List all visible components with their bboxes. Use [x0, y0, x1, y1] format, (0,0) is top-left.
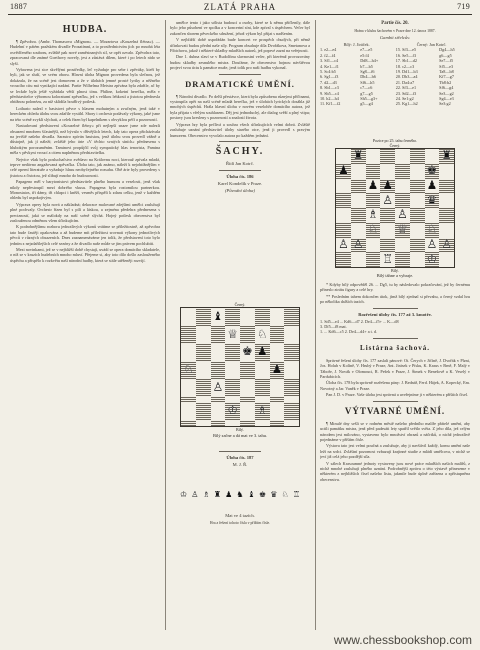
board-square [270, 402, 285, 420]
board-square [366, 149, 381, 164]
move-cell: g6—g5 [439, 52, 452, 58]
chess-editor: Řídí Jan Kotrč. [226, 160, 254, 166]
chess-piece-icon: ♔ [180, 490, 188, 499]
move-cell: Sf6—g4 [439, 85, 454, 91]
board-square [439, 149, 454, 164]
board-square [284, 326, 299, 344]
board-square [425, 179, 440, 194]
board-square [395, 164, 410, 179]
chess-piece-icon: ♖ [382, 252, 393, 266]
move-cell: g5—g4 [360, 101, 373, 107]
board-square [240, 308, 255, 326]
chess-piece-icon: ♚ [258, 490, 267, 499]
move-cell: 4. Ke1—f1 [320, 63, 339, 69]
board-square [336, 238, 351, 253]
move-cell: Dh4—h6 [360, 74, 376, 80]
board-label-white: Bílý. [391, 268, 399, 273]
problem-title: Úloha čís. 186 [226, 173, 254, 179]
position-note: Pozice po 25. tahu černého. [372, 138, 418, 143]
move-cell: Kf7—g7 [439, 74, 454, 80]
board-square [284, 308, 299, 326]
chess-piece-icon: ♟ [271, 362, 283, 377]
move-cell: e5:f4 [360, 52, 369, 58]
chess-piece-icon: ♕ [397, 222, 408, 237]
board-square [410, 164, 425, 179]
move-cell: Sg4—e3 [439, 96, 454, 102]
move-cell: Ta8—b8 [439, 69, 454, 75]
board-square [380, 238, 395, 253]
chess-piece-icon: ♘ [281, 490, 289, 499]
move-cell: 2. f2—f4 [320, 52, 336, 58]
board-square [410, 193, 425, 208]
move-cell: 3. Sf1—c4 [320, 58, 339, 64]
board-square [336, 208, 351, 223]
board-square [425, 252, 440, 267]
board-square [439, 252, 454, 267]
left-column [10, 20, 160, 632]
move-cell: Dd8—h4+ [360, 58, 379, 64]
board-square [366, 238, 381, 253]
board-square [380, 193, 395, 208]
board-label-black: Černý. [234, 302, 246, 307]
board-square [270, 308, 285, 326]
divider [373, 401, 418, 402]
chess-piece-icon: ♛ [426, 193, 438, 207]
player-white: Bílý: J. Jiráček. [343, 42, 370, 47]
paragraph: ¶ Národní divadlo. Po delší přestávce, která byla způsobena různými příčinami, vystoupila opět na naší scéně mladá herečka, jež v úlohách lyrických dosáhla již mnohých úspěchů. Hrála hlavní úlohu v novém veselohře domácího autora, jež byla přijata s vřelým souhlasem. Děj jest jednoduchý, ale dialog svěží a plný vtipu; postavy jsou kresleny s pozorností a znalostí života. [170, 93, 310, 121]
paragraph: V sálech Krasoumné jednoty vystaveny jsou nové práce mladších našich malířů, z nichž mnohé zasluhují plného uznání. Podrobnější zprávu o této výstavě přineseme v některém z nejbližších čísel našeho listu, jakmile bude úplně zařízena a zpřístupněna obecenstvu. [320, 460, 470, 482]
board-square [336, 223, 351, 238]
problem-author: Karel Kondelík v Praze. [217, 180, 263, 186]
board-square [351, 238, 366, 253]
board-square [196, 402, 211, 420]
board-square [380, 223, 395, 238]
board-square [410, 252, 425, 267]
section-title-chess: ŠACHY. [215, 145, 265, 157]
board-square [255, 308, 270, 326]
chess-piece-icon: ♔ [426, 252, 438, 266]
chess-piece-icon: ♛ [270, 490, 278, 499]
chess-piece-icon: ♔ [227, 403, 238, 418]
move-cell: b7—b5 [360, 63, 373, 69]
board-square [395, 179, 410, 194]
move-cell: 9. Sb5—c4 [320, 90, 339, 96]
move-cell: Se7—f5 [439, 58, 454, 64]
board-square [240, 326, 255, 344]
board-square [225, 343, 240, 361]
chess-piece-icon: ♙ [352, 237, 364, 251]
board-square [211, 420, 226, 426]
board-square [225, 308, 240, 326]
board-square [366, 208, 381, 223]
moves-table [320, 47, 470, 106]
header-title: ZLATÁ PRAHA [203, 2, 277, 12]
board-square [395, 193, 410, 208]
paragraph: Nejvíce však bylo posluchačstvo zvědavo na Královnu noci, kterouž zpívala mladá, teprve nedávno angažovaná zpěvačka. Úloha tato, jak známo, náleží k nejobtížnějším v celé operní literatuře a vyžaduje hlasu neobyčejného rozsahu. Obě árie byly provedeny s jistotou a čistotou, jež slibují mnoho do budoucnosti. [10, 156, 160, 178]
board-label-black: Černý. [389, 143, 401, 148]
news-title: Listárna šachová. [360, 343, 430, 352]
chess-problem-diagram [180, 302, 300, 438]
board-caption: Bílý táhne a vyhraje. [376, 273, 414, 278]
chess-piece-icon: ♙ [397, 208, 408, 222]
board-square [225, 420, 240, 426]
board-square [270, 420, 285, 426]
board-square [351, 149, 366, 164]
board-square [439, 179, 454, 194]
board-square [366, 193, 381, 208]
board-square [395, 252, 410, 267]
move-cell: Tb8:b2 [439, 79, 452, 85]
board-square [395, 149, 410, 164]
paragraph: umělce tento i jako sólista budoucí a osoby, které se k němu přičlenily, dále bylo jeho působení ve spolku a v koncertní síni, kde zpíval s úspěchem. Večer byl zakončen sborem pěveckého sdružení, jehož výkon byl přijat s nadšením. [170, 20, 310, 36]
chess-piece-icon: ♙ [382, 193, 393, 207]
chess-piece-icon: ♜ [213, 490, 222, 499]
board-square [284, 343, 299, 361]
move-cell: 8. Sb1—c3 [320, 85, 339, 91]
game-position-diagram [335, 138, 455, 278]
board-label-white: Bílý. [236, 427, 244, 432]
paragraph: Papageno měl v barytonistovi představitele plného humoru a veselosti, jenž však nikdy nepřestoupil mezí dobrého vkusu. Papagena byla roztomilou partnerkou. Monostatos, tři dámy, tři chlapci i kněží, vesměs přispěli k zdaru celku, jenž v každém ohledu byl uspokojivým. [10, 179, 160, 201]
paragraph: Správné řešení úlohy čís. 177 zaslali pánové: Ot. Čerych v Jičíně, J. Dvořák v Plzni, Jos. Holub v Kolíně, V. Hrubý v Praze, Ant. Jirásek v Písku, K. Kraus v Brně, F. Malý v Táboře, J. Novák v Olomouci, R. Pešek v Praze, J. Šimek v Benešově a K. Veselý v Pardubicích. [320, 357, 470, 380]
solution-line: 1. ... Kd6—c5 2. De4—d4+ a t. d. [320, 329, 378, 335]
board-square [211, 308, 226, 326]
move-cell: 1. e2—e4 [320, 47, 337, 53]
divider [373, 308, 418, 309]
board-square [211, 343, 226, 361]
board-square [351, 223, 366, 238]
board-square [255, 379, 270, 397]
move-cell: 22. Sf3—e1 [395, 85, 417, 91]
chess-piece-icon: ♟ [338, 163, 349, 178]
board-square [284, 420, 299, 426]
chess-piece-icon: ♞ [236, 490, 244, 499]
note: ** Posledním tahem dokončen útok, jímž bílý zjednal si převahu, a černý vzdal hru po několika dalších tazích. [320, 293, 470, 305]
move-cell: 5. Sc4:b5 [320, 69, 336, 75]
board-square [380, 208, 395, 223]
chess-piece-icon: ♝ [212, 308, 224, 323]
chess-piece-icon: ♘ [256, 326, 268, 341]
opening-name: Gambit střelcův. [379, 35, 411, 40]
paragraph: Pan J. D. v Praze. Vaše úloha jest správná a uveřejníme ji v některém z příštích čísel. [326, 392, 469, 398]
board-square [225, 402, 240, 420]
header-year: 1887 [10, 2, 28, 11]
game-title: Partie čís. 20. [381, 21, 409, 26]
board-square [410, 179, 425, 194]
chess-piece-icon: ♜ [441, 149, 452, 163]
board-square [439, 193, 454, 208]
move-cell: 21. Da4:a7 [395, 79, 415, 85]
paragraph: Vybavena jest sice skvělými prostředky, leč vyžaduje pro sebe i zpěváky, kteří by byli, jak se sluší, ve svém oboru. Hlavní úloha Mignon provedena byla slečnou, jež dokázala, že na scéně jest domovem a že v úlohách jemné prosté lyriky a něžného vroucího citu má vynikající nadání. Partie Wilhelma Meistra zpívána byla zdařile, ač by se leckde byla ještě vyžádala větší plnost tónu. Philine, koketní herečka, měla v představitelce výbornou koloraturní zpěvačku, jež s velikou lehkostí a jistotou přednesla obtížnou polonézu, za niž sklidila bouřlivý potlesk. [10, 67, 160, 105]
chess-piece-icon: ♟ [367, 178, 379, 192]
board-square [439, 208, 454, 223]
board-square [225, 361, 240, 379]
board-square [336, 164, 351, 179]
paragraph: Výprava opery byla nová a nákladná; dekorace malované zdejšími umělci zasluhují plné pochvaly. Orchestr řízen byl s pílí a láskou, a zejména předehra přednesena s precizností, jaká se málokdy na naší scéně slýchá. Hojný potlesk obecenstva byl zaslouženou odměnou všem účinkujícím. [10, 201, 160, 223]
chess-piece-icon: ♘ [183, 362, 194, 377]
chess-piece-icon: ♚ [242, 344, 253, 359]
move-cell: g7—g5 [360, 90, 373, 96]
paragraph: Dne 1. dubna slaví se v Rudolfinu slavnostní večer, při kterémž provozovány budou skladby zesnulého mistra. Doufáme, že obecenstvo hojnou návštěvou projeví svou úctu k památce muže, jenž tolik pro naši hudbu vykonal. [170, 54, 310, 71]
chess-piece-icon: ♖ [292, 490, 300, 499]
middle-column [170, 20, 310, 308]
board-square [225, 326, 240, 344]
board-square [181, 379, 196, 397]
paragraph: K podrobnějšímu rozboru jednotlivých výkonů vrátíme se příležitostně, až zpěvohra tato bude častěji opakována a až budeme mít příležitost srovnati výkony jednotlivých pěvců v různých obsazeních. Dnes zaznamenáváme jen tolik, že představení toto bylo jedním z nejzdařilejších celé sezóny a že divadlo naše může se jím právem pochlubiti. [10, 224, 160, 246]
solution-line: 1. Sd5—e4 ... Kd6—d7 2. De4—f5+ ... K—d8 [320, 318, 399, 324]
board-square [255, 402, 270, 420]
chess-piece-icon: ♙ [441, 237, 452, 251]
chess-piece-icon: ♙ [191, 490, 199, 499]
paragraph: Nastudovaní představení »Kouzelné flétny« při nejlepší snaze jsme zde nalezli obsazení mnohem šťastnější, než bývalo v dřívějších letech, kdy tato opera přicházívala na jeviště našeho divadla. Sarastro zpíván basistou, jenž úlohu svou provedl vážně a důstojně, jak jí náleží; zvláště jeho árie »V těchto svatých síních« přednesena s hlubokým porozuměním. Taminovi propůjčil svůj sympatický hlas tenorista, Pamina měla v pěvkyni vroucí a citem naplněnou představitelku. [10, 123, 160, 156]
board-square [211, 379, 226, 397]
move-row [320, 101, 470, 106]
divider [219, 170, 261, 171]
board-square [425, 223, 440, 238]
board-square [351, 208, 366, 223]
paragraph: ¶ Zpěvohra. (Ambr. Thomasova »Mignon«. — Mozartova »Kouzelná flétna«). — Hudební v pátém pražském divadle Prozatímní, a to prostřednictvím jich po mnohá léta osvědčeného souboru, zvláště pak nové zaměstnaných sil, se opět ozvalo. Zpěvohra tato, zpracovaná dle známé Goethovy novely, jest a zůstává dílem, které i po letech rádo se slyší. [10, 39, 160, 66]
move-cell: Se3—g2 [439, 90, 454, 96]
board-square [439, 164, 454, 179]
chess-piece-icon: ♟ [256, 344, 268, 359]
move-cell: c7—c6 [360, 85, 373, 91]
board-square [255, 343, 270, 361]
chess-piece-icon: ♟ [382, 178, 393, 192]
section-title-drama: DRAMATICKÉ UMĚNÍ. [185, 78, 295, 89]
move-cell: Sh5—g3+ [360, 96, 378, 102]
divider [219, 141, 261, 142]
board-square [380, 149, 395, 164]
study-author: M. J. Ř. [232, 462, 248, 467]
board-square [425, 238, 440, 253]
board-square [380, 164, 395, 179]
running-header [0, 0, 480, 14]
move-cell: 7. d2—d3 [320, 79, 337, 85]
board-square [366, 179, 381, 194]
board-square [196, 343, 211, 361]
move-cell: Sg8—f6 [360, 69, 375, 75]
move-cell: 20. Db3—a4 [395, 74, 418, 80]
column-divider [315, 20, 316, 630]
board-square [336, 149, 351, 164]
board-square [211, 326, 226, 344]
move-cell: Se3:g2 [439, 101, 451, 107]
paragraph: V nejbližší době uspořádán bude koncert ve prospěch chudých, při němž účinkovati budou přední naše síly. Program obsahuje díla Dvořákova, Smetanova a Fibichova, jakož i některé skladby mladších autorů, jež poprvé zazní na veřejnosti. [170, 37, 310, 54]
board-square [284, 361, 299, 379]
move-cell: Sf6—h5 [360, 79, 375, 85]
chess-piece-icon: ♘ [367, 222, 379, 237]
move-cell: Dg4—h5 [439, 47, 455, 53]
board-square [395, 223, 410, 238]
paragraph: Mezi novinkami, jež se v nejbližší době chystají, uvádí se opera domácího skladatele, o níž se v kruzích hudebních mnoho mluví. Přejeme si, aby toto dílo došlo zaslouženého úspěchu a přispělo k rozkvětu naší národní hudby, která se stále utěšeněji rozvíjí. [10, 247, 160, 263]
section-title-music: HUDBA. [62, 24, 108, 35]
board-square [439, 238, 454, 253]
chess-piece-icon: ♟ [225, 490, 233, 499]
board-square [181, 361, 196, 379]
board-square [284, 402, 299, 420]
board-square [410, 208, 425, 223]
chess-piece-icon: ♗ [367, 208, 379, 222]
board-square [270, 361, 285, 379]
board-square [255, 420, 270, 426]
move-cell: 25. Kg1—h2 [395, 101, 418, 107]
small-diagram [180, 490, 300, 499]
study-title: Úloha čís. 187 [226, 455, 254, 460]
right-column-game [320, 20, 470, 145]
board-square [196, 308, 211, 326]
chess-piece-icon: ♟ [426, 178, 438, 192]
board-square [336, 193, 351, 208]
board-square [395, 238, 410, 253]
divider [219, 74, 261, 75]
board-square [240, 420, 255, 426]
move-cell: 19. Dd1—b3 [395, 69, 418, 75]
board-square [351, 252, 366, 267]
header-rule [8, 14, 472, 15]
board-square [425, 149, 440, 164]
board-square [395, 208, 410, 223]
middle-column-footer [170, 512, 310, 552]
board-square [380, 179, 395, 194]
board-square [351, 193, 366, 208]
board-square [366, 252, 381, 267]
chess-piece-icon: ♙ [426, 237, 438, 251]
chess-piece-icon: ♙ [338, 237, 349, 251]
chess-piece-icon: ♝ [247, 490, 255, 499]
board-square [270, 379, 285, 397]
problem-note: (Původní úloha) [225, 187, 255, 193]
board-square [425, 164, 440, 179]
board-square [351, 179, 366, 194]
column-divider [165, 20, 166, 630]
board-square [351, 164, 366, 179]
board-square [284, 379, 299, 397]
board-square [196, 420, 211, 426]
paragraph: Výprava hry byla pečlivá a souhra všech účinkujících velmi dobrá. Zvláště zasluhuje uznání představitel úlohy starého otce, jenž ji provedl s pravým humorem. Obecenstvo vyvolalo autora po každém jednání. [170, 121, 310, 138]
move-cell: 17. Sb1—d2 [395, 58, 417, 64]
chess-piece-icon: ♜ [352, 149, 364, 163]
board-square [380, 252, 395, 267]
board-square [410, 149, 425, 164]
board-caption: Bílý začne a dá mat ve 3. tahu. [212, 433, 267, 438]
board-square [211, 402, 226, 420]
board-square [336, 252, 351, 267]
board-square [240, 361, 255, 379]
solution-line: 3. Df5—f8 mat. [320, 324, 347, 330]
board-square [270, 326, 285, 344]
chess-board [180, 307, 300, 427]
chess-piece-icon: ♘ [426, 222, 438, 237]
move-cell: Sf5—e3 [439, 63, 454, 69]
solutions-title: Rozřešení úlohy čís. 177 až 3. kmotře. [358, 311, 432, 317]
paragraph: Výstava tato jest velmi poučná a zasluhuje, aby ji navštívil každý, komu umění naše leží na srdci. Zvláštní pozornost vzbuzují krajinné studie z mládí umělcova, v nichž se jeví již celá jeho pozdější síla. [320, 443, 470, 460]
paragraph: ¶ Minulé dny sešli se v rodném městě našeho předního malíře přátelé umění, aby uctili památku mistra, jenž před padesáti lety spatřil světlo světa. Z jeho díla, jež celým národem jest milováno, vystaveno bylo množství obrazů a náčrtků, o nichž jednotlivě pojednáme v příštím čísle. [320, 420, 470, 442]
board-square [425, 193, 440, 208]
board-square [196, 379, 211, 397]
piece-row [180, 490, 300, 499]
board-square [240, 402, 255, 420]
header-page-number: 719 [457, 2, 470, 11]
move-cell: 18. c2—c3 [395, 63, 415, 69]
note: * Kdyby bílý odpověděl 26. ... Dg5, tu by následovalo pokračování, jež by černému přineslo ztrátu figury a celé hry. [320, 282, 470, 293]
board-square [181, 308, 196, 326]
board-square [181, 343, 196, 361]
chess-piece-icon: ♚ [426, 163, 438, 178]
board-square [181, 402, 196, 420]
board-square [240, 379, 255, 397]
paragraph: Lothario nalezl v basistovi pěvce s hlasem mohutným a zvučným, jenž také v hereckém ohledu úlohu svou zdařile vystihl. Sbory i orchestr podávaly výkony, jaké jsme na této scéně zvyklí slýchati, a celek řízen byl kapelníkem s obvyklou péčí a pozorností. [10, 105, 160, 122]
board-square [410, 223, 425, 238]
footnote: Hra a řešení tohoto čísla v příštím čísle. [209, 521, 271, 525]
move-cell: 24. Se1:g2 [395, 96, 414, 102]
board-square [425, 208, 440, 223]
right-column-text [320, 282, 470, 624]
chess-board [335, 148, 455, 268]
divider [219, 451, 261, 452]
board-square [181, 420, 196, 426]
move-cell: 6. Sg1—f3 [320, 74, 339, 80]
board-square [181, 326, 196, 344]
board-square [439, 223, 454, 238]
board-square [270, 343, 285, 361]
board-square [211, 361, 226, 379]
move-cell: 11. Kf1—f2 [320, 101, 341, 107]
chess-piece-icon: ♙ [212, 379, 224, 394]
move-cell: 15. Sf3—e5 [395, 47, 417, 53]
board-square [196, 326, 211, 344]
player-black: Černý: Jan Kotrč. [416, 42, 447, 47]
chess-piece-icon: ♕ [227, 326, 238, 341]
board-square [196, 361, 211, 379]
small-board-caption: Mat ve 4 tazích. [225, 513, 255, 518]
board-square [366, 223, 381, 238]
move-cell: 16. Se5—f3 [395, 52, 417, 58]
board-square [255, 361, 270, 379]
board-square [240, 343, 255, 361]
chess-piece-icon: ♗ [202, 490, 210, 499]
board-square [255, 326, 270, 344]
board-square [410, 238, 425, 253]
move-cell: 10. h2—h4 [320, 96, 339, 102]
section-title-art: VÝTVARNÉ UMĚNÍ. [344, 405, 446, 416]
board-square [366, 164, 381, 179]
game-subtitle: Hrána v klubu šachovém v Praze dne 12. února 1887. [354, 29, 436, 33]
board-square [336, 179, 351, 194]
move-cell: 23. Sd2—f3 [395, 90, 417, 96]
move-cell: e7—e5 [360, 47, 373, 53]
board-square [225, 379, 240, 397]
watermark: www.chessbookshop.com [333, 633, 472, 647]
divider [373, 338, 418, 339]
chess-piece-icon: ♗ [256, 403, 268, 418]
paragraph: Úloha čís. 178 byla správně rozřešena pány: J. Bednář, Ferd. Hájek, A. Kopecký, Em. Novotný a Jar. Vaněk v Praze. [320, 380, 470, 391]
